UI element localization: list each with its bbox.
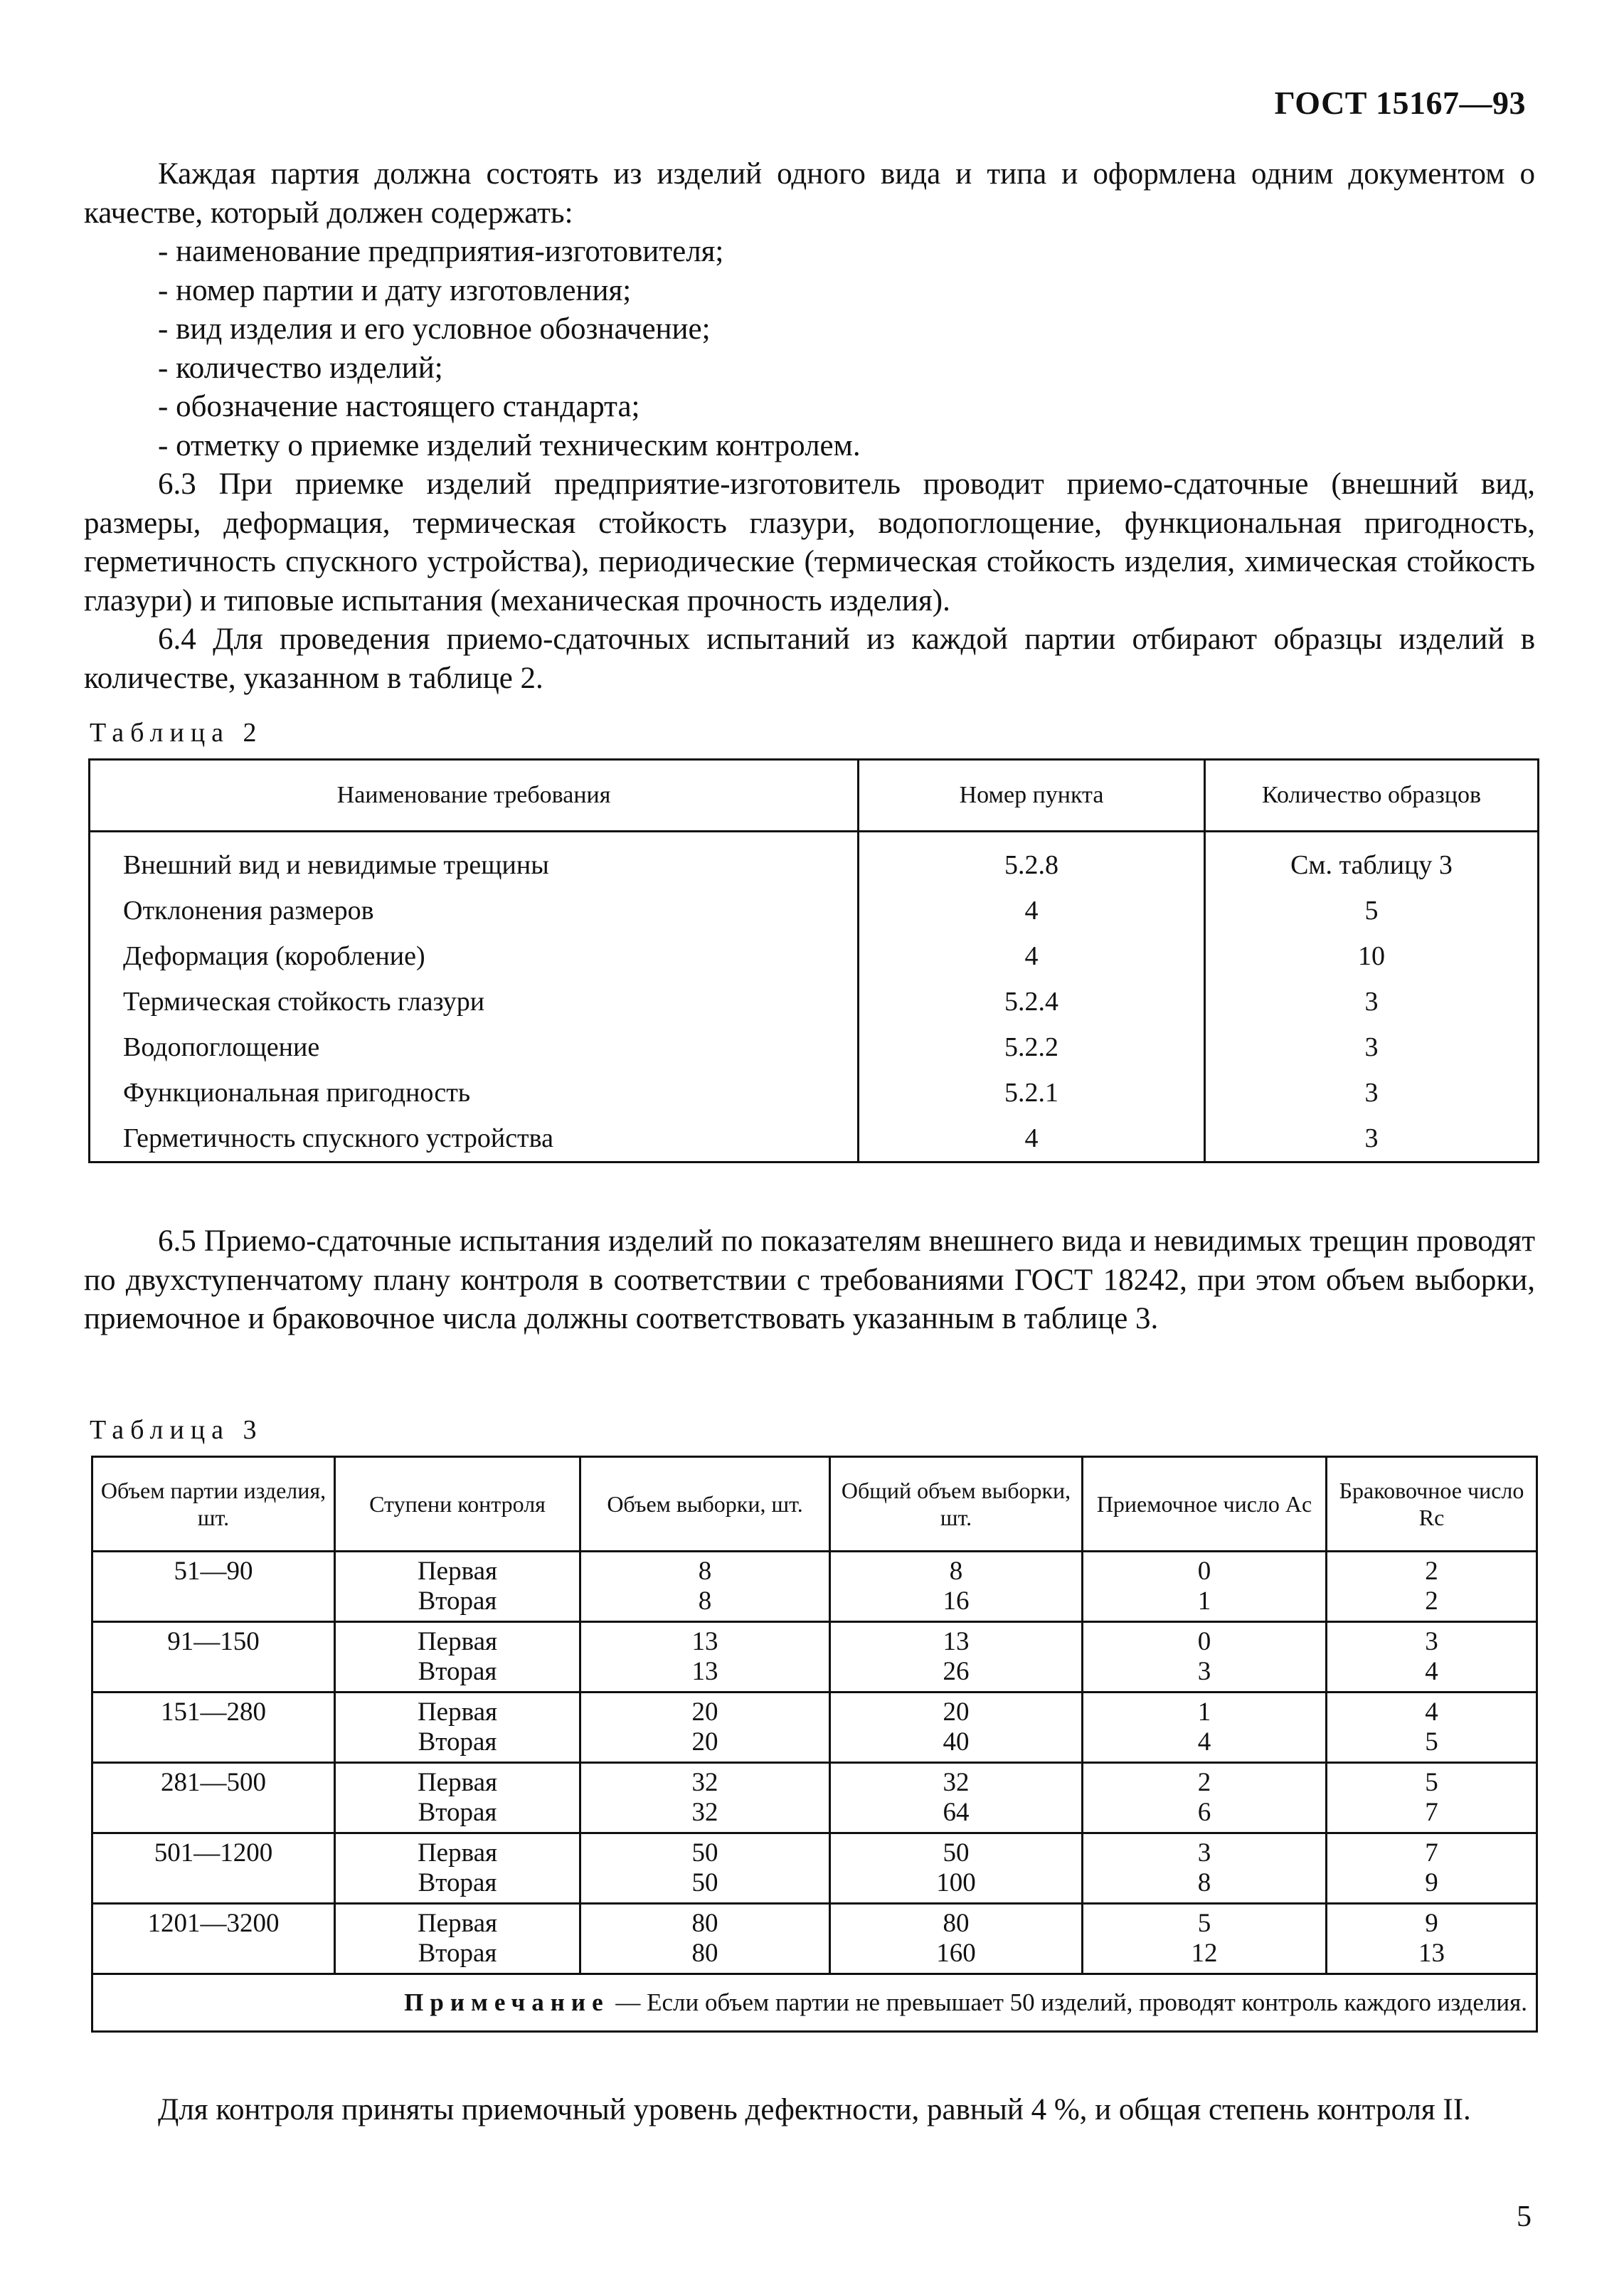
table-header-cell: Приемочное число Ac	[1083, 1457, 1327, 1552]
ac-value: 8	[1197, 1868, 1211, 1897]
table-header-row	[90, 760, 1539, 832]
lot-size-cell: 501—1200	[92, 1833, 335, 1904]
table-row	[90, 888, 1539, 933]
table-header-cell: Объем выборки, шт.	[580, 1457, 830, 1552]
sample-value: 32	[691, 1798, 718, 1827]
ac-value: 0	[1197, 1557, 1211, 1586]
requirement-cell: Функциональная пригодность	[90, 1070, 859, 1116]
final-paragraph: Для контроля приняты приемочный уровень дефектности, равный 4 %, и общая степень контроля II.	[158, 2093, 1471, 2126]
final-paragraph-block	[84, 2090, 1535, 2130]
total-value: 13	[943, 1627, 970, 1656]
stage-cell	[335, 1693, 580, 1763]
rc-value: 9	[1425, 1868, 1438, 1897]
sample-size-cell	[580, 1552, 830, 1622]
acceptance-number-cell	[1083, 1622, 1327, 1693]
stage-value: Первая	[417, 1838, 498, 1868]
intro-list-item: - вид изделия и его условное обозначение;	[158, 312, 711, 346]
ac-value: 1	[1197, 1587, 1211, 1616]
table-header-row	[92, 1457, 1537, 1552]
table-header-cell: Ступени контроля	[335, 1457, 580, 1552]
table-row	[92, 1693, 1537, 1763]
stage-value: Первая	[417, 1768, 498, 1797]
total-value: 80	[943, 1909, 970, 1938]
section-6-5-block	[84, 1222, 1535, 1339]
total-sample-cell	[830, 1552, 1083, 1622]
sample-count-cell: 3	[1205, 1024, 1539, 1070]
rejection-number-cell	[1327, 1833, 1537, 1904]
lot-size-cell: 281—500	[92, 1763, 335, 1833]
lot-size-cell: 91—150	[92, 1622, 335, 1693]
ac-value: 1	[1197, 1697, 1211, 1727]
rc-value: 13	[1418, 1939, 1445, 1968]
sample-value: 50	[691, 1838, 718, 1868]
ac-value: 5	[1197, 1909, 1211, 1938]
clause-number-cell: 4	[859, 1116, 1205, 1162]
total-value: 160	[936, 1939, 976, 1968]
sample-value: 80	[691, 1909, 718, 1938]
rc-value: 7	[1425, 1798, 1438, 1827]
sample-size-cell	[580, 1622, 830, 1693]
clause-number-cell: 4	[859, 888, 1205, 933]
ac-value: 12	[1191, 1939, 1218, 1968]
stage-value: Первая	[417, 1697, 498, 1727]
table-note-row	[92, 1974, 1537, 2032]
clause-number-cell: 5.2.1	[859, 1070, 1205, 1116]
stage-value: Первая	[417, 1557, 498, 1586]
sample-count-cell: См. таблицу 3	[1205, 832, 1539, 889]
sample-size-cell	[580, 1763, 830, 1833]
rejection-number-cell	[1327, 1693, 1537, 1763]
table-row	[92, 1622, 1537, 1693]
sample-count-cell: 10	[1205, 933, 1539, 979]
rejection-number-cell	[1327, 1552, 1537, 1622]
page-number: 5	[1517, 2200, 1532, 2233]
total-value: 8	[949, 1557, 963, 1586]
requirement-cell: Деформация (коробление)	[90, 933, 859, 979]
stage-cell	[335, 1904, 580, 1974]
rc-value: 9	[1425, 1909, 1438, 1938]
rejection-number-cell	[1327, 1763, 1537, 1833]
total-value: 40	[943, 1727, 970, 1757]
clause-number-cell: 5.2.4	[859, 979, 1205, 1024]
intro-list-item: - номер партии и дату изготовления;	[158, 273, 632, 307]
rc-value: 4	[1425, 1697, 1438, 1727]
rc-value: 5	[1425, 1768, 1438, 1797]
table-header-cell: Объем партии изделия, шт.	[92, 1457, 335, 1552]
table-row	[90, 832, 1539, 889]
sample-value: 20	[691, 1727, 718, 1757]
requirement-cell: Отклонения размеров	[90, 888, 859, 933]
sample-value: 32	[691, 1768, 718, 1797]
table-note	[92, 1974, 1537, 2032]
table-row	[90, 1070, 1539, 1116]
total-value: 16	[943, 1587, 970, 1616]
sample-value: 8	[698, 1587, 712, 1616]
sample-count-cell: 3	[1205, 979, 1539, 1024]
requirement-cell: Внешний вид и невидимые трещины	[90, 832, 859, 889]
table-3	[91, 1456, 1538, 2033]
stage-value: Первая	[417, 1627, 498, 1656]
sample-value: 13	[691, 1657, 718, 1686]
requirement-cell: Герметичность спускного устройства	[90, 1116, 859, 1162]
stage-value: Вторая	[418, 1939, 497, 1968]
table-row	[90, 933, 1539, 979]
lot-size-cell: 51—90	[92, 1552, 335, 1622]
lot-size-cell: 151—280	[92, 1693, 335, 1763]
total-sample-cell	[830, 1904, 1083, 1974]
intro-list-item: - обозначение настоящего стандарта;	[158, 390, 640, 423]
document-code-header: ГОСТ 15167—93	[1274, 85, 1526, 121]
rejection-number-cell	[1327, 1904, 1537, 1974]
total-value: 64	[943, 1798, 970, 1827]
stage-cell	[335, 1622, 580, 1693]
table-row	[90, 1116, 1539, 1162]
sample-size-cell	[580, 1833, 830, 1904]
stage-value: Вторая	[418, 1587, 497, 1616]
total-value: 100	[936, 1868, 976, 1897]
clause-number-cell: 5.2.8	[859, 832, 1205, 889]
requirement-cell: Водопоглощение	[90, 1024, 859, 1070]
acceptance-number-cell	[1083, 1693, 1327, 1763]
rc-value: 2	[1425, 1587, 1438, 1616]
sample-size-cell	[580, 1904, 830, 1974]
stage-value: Вторая	[418, 1727, 497, 1757]
ac-value: 6	[1197, 1798, 1211, 1827]
rejection-number-cell	[1327, 1622, 1537, 1693]
table-header-cell: Общий объем выборки, шт.	[830, 1457, 1083, 1552]
stage-value: Вторая	[418, 1798, 497, 1827]
rc-value: 2	[1425, 1557, 1438, 1586]
table-row	[90, 1024, 1539, 1070]
requirement-cell: Термическая стойкость глазури	[90, 979, 859, 1024]
total-sample-cell	[830, 1693, 1083, 1763]
rc-value: 3	[1425, 1627, 1438, 1656]
total-value: 32	[943, 1768, 970, 1797]
rc-value: 4	[1425, 1657, 1438, 1686]
table-2	[88, 758, 1539, 1163]
table-row	[92, 1833, 1537, 1904]
sample-value: 20	[691, 1697, 718, 1727]
acceptance-number-cell	[1083, 1763, 1327, 1833]
intro-list-item: - количество изделий;	[158, 351, 443, 385]
ac-value: 3	[1197, 1657, 1211, 1686]
sample-size-cell	[580, 1693, 830, 1763]
table-header-cell: Номер пункта	[859, 760, 1205, 832]
table-row	[92, 1904, 1537, 1974]
sample-value: 8	[698, 1557, 712, 1586]
table-header-cell: Браковочное число Rc	[1327, 1457, 1537, 1552]
stage-value: Вторая	[418, 1657, 497, 1686]
section-6-5-paragraph: 6.5 Приемо-сдаточные испытания изделий по показателям внешнего вида и невидимых трещин проводят по двухступенчатому плану контроля в соответствии с требованиями ГОСТ 18242, при этом объем выборки, приемочное и браковочное числа должны соответствовать указанным в таблице 3.	[84, 1224, 1535, 1335]
note-label: Примечание	[404, 1988, 610, 2016]
table-row	[90, 979, 1539, 1024]
stage-value: Вторая	[418, 1868, 497, 1897]
lot-size-cell: 1201—3200	[92, 1904, 335, 1974]
stage-value: Первая	[417, 1909, 498, 1938]
ac-value: 2	[1197, 1768, 1211, 1797]
acceptance-number-cell	[1083, 1833, 1327, 1904]
table-header-cell: Количество образцов	[1205, 760, 1539, 832]
table-row	[92, 1552, 1537, 1622]
intro-list-item: - отметку о приемке изделий техническим контролем.	[158, 428, 861, 462]
ac-value: 3	[1197, 1838, 1211, 1868]
ac-value: 0	[1197, 1627, 1211, 1656]
intro-block	[84, 155, 1535, 698]
sample-value: 50	[691, 1868, 718, 1897]
rc-value: 5	[1425, 1727, 1438, 1757]
acceptance-number-cell	[1083, 1904, 1327, 1974]
acceptance-number-cell	[1083, 1552, 1327, 1622]
table-row	[92, 1763, 1537, 1833]
sample-count-cell: 3	[1205, 1070, 1539, 1116]
section-6-4-paragraph: 6.4 Для проведения приемо-сдаточных испытаний из каждой партии отбирают образцы изделий в количестве, указанном в таблице 2.	[84, 623, 1535, 695]
table-header-cell: Наименование требования	[90, 760, 859, 832]
sample-value: 80	[691, 1939, 718, 1968]
sample-value: 13	[691, 1627, 718, 1656]
note-text: — Если объем партии не превышает 50 изделий, проводят контроль каждого изделия.	[609, 1988, 1527, 2016]
stage-cell	[335, 1833, 580, 1904]
intro-list-item: - наименование предприятия-изготовителя;	[158, 235, 724, 268]
section-6-3-paragraph: 6.3 При приемке изделий предприятие-изготовитель проводит приемо-сдаточные (внешний вид, размеры, деформация, термическая стойкость глазури, водопоглощение, функциональная пригодность, герметичность спускного устройства), периодические (термическая стойкость изделия, химическая стойкость глазури) и типовые испытания (механическая прочность изделия).	[84, 467, 1535, 618]
clause-number-cell: 5.2.2	[859, 1024, 1205, 1070]
table-2-title: Таблица 2	[90, 718, 263, 748]
total-value: 26	[943, 1657, 970, 1686]
rc-value: 7	[1425, 1838, 1438, 1868]
intro-paragraph: Каждая партия должна состоять из изделий одного вида и типа и оформлена одним документом о качестве, который должен содержать:	[84, 157, 1535, 230]
ac-value: 4	[1197, 1727, 1211, 1757]
total-sample-cell	[830, 1833, 1083, 1904]
sample-count-cell: 5	[1205, 888, 1539, 933]
clause-number-cell: 4	[859, 933, 1205, 979]
stage-cell	[335, 1763, 580, 1833]
total-value: 50	[943, 1838, 970, 1868]
sample-count-cell: 3	[1205, 1116, 1539, 1162]
total-sample-cell	[830, 1622, 1083, 1693]
total-value: 20	[943, 1697, 970, 1727]
total-sample-cell	[830, 1763, 1083, 1833]
table-3-title: Таблица 3	[90, 1415, 263, 1445]
stage-cell	[335, 1552, 580, 1622]
